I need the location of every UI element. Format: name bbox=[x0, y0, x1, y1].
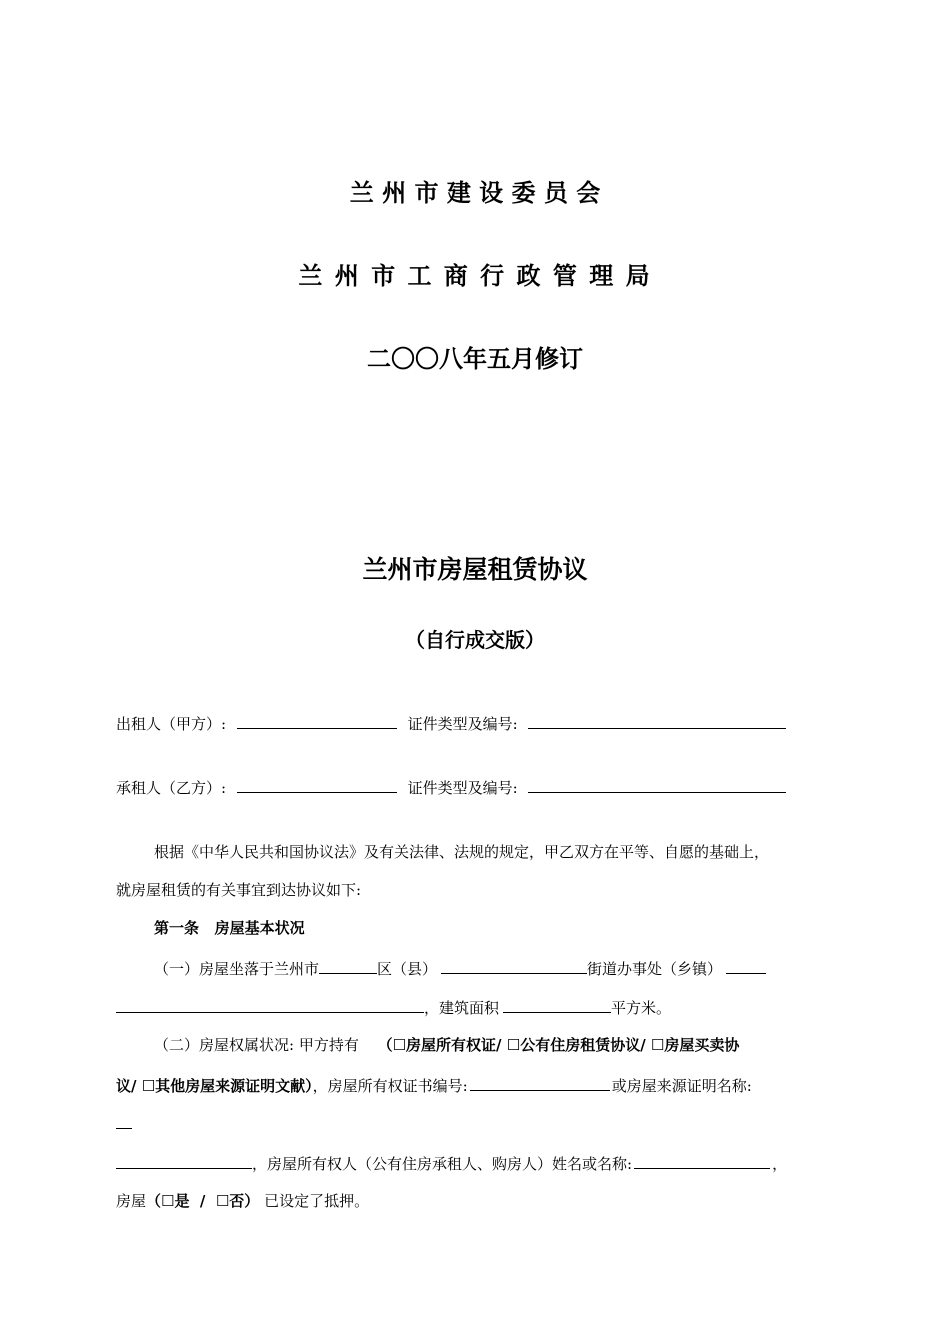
document-subtitle: （自行成交版） bbox=[405, 628, 545, 652]
document-title: 兰州市房屋租赁协议 bbox=[362, 555, 588, 584]
location-text-a: （一）房屋坐落于兰州市 bbox=[154, 960, 320, 978]
ownership-row-1 bbox=[154, 1035, 739, 1055]
lessor-id-field[interactable] bbox=[528, 712, 786, 729]
lessee-id-field[interactable] bbox=[528, 776, 786, 793]
certificate-label: ，房屋所有权证书编号: bbox=[312, 1077, 468, 1095]
mortgage-options[interactable]: （☐是 / ☐否） bbox=[146, 1192, 260, 1210]
issuer-line-2: 兰 州 市 工 商 行 政 管 理 局 bbox=[298, 262, 652, 290]
mortgage-text-a: 房屋 bbox=[116, 1192, 147, 1210]
lessee-row bbox=[116, 776, 792, 798]
ownership-options-2[interactable]: 议/ ☐其他房屋来源证明文献） bbox=[116, 1077, 313, 1095]
owner-row bbox=[116, 1152, 787, 1174]
lessor-name-field[interactable] bbox=[237, 712, 397, 729]
owner-name-field[interactable] bbox=[634, 1152, 770, 1169]
source-name-field-start[interactable] bbox=[116, 1128, 132, 1129]
ownership-options-1[interactable]: （☐房屋所有权证/ ☐公有住房租赁协议/ ☐房屋买卖协 bbox=[377, 1036, 740, 1054]
area-text-a: ，建筑面积 bbox=[424, 999, 500, 1017]
township-field[interactable] bbox=[726, 957, 766, 974]
district-field[interactable] bbox=[319, 957, 377, 974]
lessee-label: 承租人（乙方）: bbox=[116, 779, 227, 797]
area-row bbox=[116, 996, 671, 1018]
owner-comma: ， bbox=[772, 1155, 788, 1173]
mortgage-row bbox=[116, 1191, 369, 1211]
location-text-c: 街道办事处（乡镇） bbox=[587, 960, 723, 978]
preamble-line-2: 就房屋租赁的有关事宜到达协议如下: bbox=[116, 881, 362, 899]
issuer-line-1: 兰 州 市 建 设 委 员 会 bbox=[349, 179, 601, 207]
lessee-name-field[interactable] bbox=[237, 776, 397, 793]
mortgage-text-b: 已设定了抵押。 bbox=[264, 1192, 370, 1210]
lessor-label: 出租人（甲方）: bbox=[116, 715, 227, 733]
certificate-number-field[interactable] bbox=[470, 1074, 610, 1091]
article-1-heading: 第一条 房屋基本状况 bbox=[154, 919, 305, 937]
ownership-row-2 bbox=[116, 1074, 752, 1096]
lessee-id-label: 证件类型及编号: bbox=[407, 779, 518, 797]
street-field[interactable] bbox=[441, 957, 587, 974]
source-name-field[interactable] bbox=[116, 1152, 252, 1169]
revision-date: 二〇〇八年五月修订 bbox=[367, 345, 583, 373]
preamble-line-1: 根据《中华人民共和国协议法》及有关法律、法规的规定，甲乙双方在平等、自愿的基础上， bbox=[154, 843, 770, 861]
address-field[interactable] bbox=[116, 996, 424, 1013]
ownership-text-a: （二）房屋权属状况: 甲方持有 bbox=[154, 1036, 359, 1054]
owner-label: ，房屋所有权人（公有住房承租人、购房人）姓名或名称: bbox=[252, 1155, 633, 1173]
lessor-id-label: 证件类型及编号: bbox=[407, 715, 518, 733]
source-name-label: 或房屋来源证明名称: bbox=[611, 1077, 752, 1095]
lessor-row bbox=[116, 712, 792, 734]
location-text-b: 区（县） bbox=[377, 960, 438, 978]
area-text-b: 平方米。 bbox=[611, 999, 672, 1017]
location-row bbox=[154, 957, 766, 979]
area-field[interactable] bbox=[503, 996, 611, 1013]
